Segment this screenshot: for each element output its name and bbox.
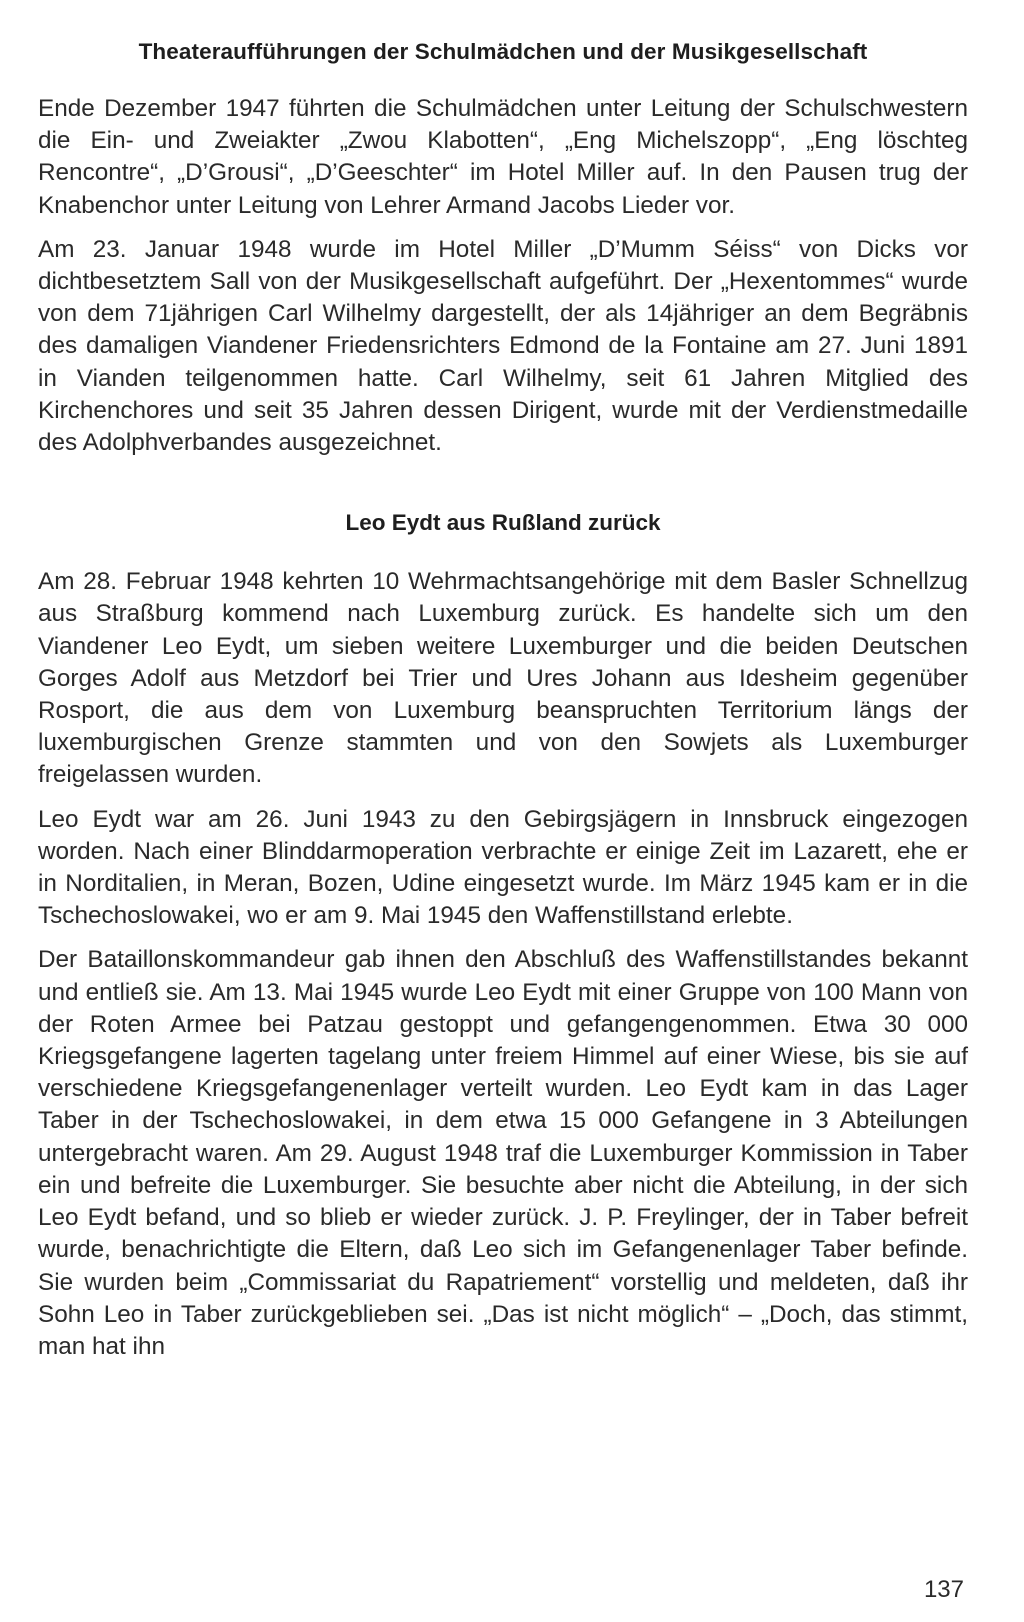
paragraph: Der Bataillonskommandeur gab ihnen den Abschluß des Waffenstillstandes bekannt und entließ sie. Am 13. Mai 1945 wurde Leo Eydt mit einer Gruppe von 100 Mann von der Roten Armee bei Patzau gestoppt und gefangengenommen. Etwa 30 000 Kriegsgefangene lagerten tagelang unter freiem Himmel auf einer Wiese, bis sie auf verschiedene Kriegsgefangenenlager verteilt wurden. Leo Eydt kam in das Lager Taber in der Tschechoslowakei, in dem etwa 15 000 Gefangene in 3 Abteilungen untergebracht waren. Am 29. August 1948 traf die Luxemburger Kommission in Taber ein und befreite die Luxemburger. Sie besuchte aber nicht die Abteilung, in der sich Leo Eydt befand, und so blieb er wieder zurück. J. P. Freylinger, der in Taber befreit wurde, benachrichtigte die Eltern, daß Leo sich im Gefangenenlager Taber befinde. Sie wurden beim „Commissariat du Rapatriement“ vorstellig und meldeten, daß ihr Sohn Leo in Taber zurückgeblieben sei. „Das ist nicht möglich“ – „Doch, das stimmt, man hat ihn — [38, 946, 968, 1360]
page-body — [38, 30, 968, 1375]
paragraph: Leo Eydt war am 26. Juni 1943 zu den Gebirgsjägern in Innsbruck eingezogen worden. Nach einer Blinddarmoperation verbrachte er einige Zeit im Lazarett, ehe er in Norditalien, in Meran, Bozen, Udine eingesetzt wurde. Im März 1945 kam er in die Tschechoslowakei, wo er am 9. Mai 1945 den Waffenstillstand erlebte. — [38, 805, 968, 930]
paragraph: Am 28. Februar 1948 kehrten 10 Wehrmachtsangehörige mit dem Basler Schnellzug aus Straßburg kommend nach Luxemburg zurück. Es handelte sich um den Viandener Leo Eydt, um sieben weitere Luxemburger und die beiden Deutschen Gorges Adolf aus Metzdorf bei Trier und Ures Johann aus Idesheim gegenüber Rosport, die aus dem von Luxemburg beanspruchten Territorium längs der luxemburgischen Grenze stammten und von den Sowjets als Luxemburger freigelassen wurden. — [38, 568, 968, 789]
paragraph: Am 23. Januar 1948 wurde im Hotel Miller „D’Mumm Séiss“ von Dicks vor dichtbesetztem Sall von der Musikgesellschaft aufgeführt. Der „Hexentommes“ wurde von dem 71jährigen Carl Wilhelmy dargestellt, der als 14jähriger an dem Begräbnis des damaligen Viandener Friedensrichters Edmond de la Fontaine am 27. Juni 1891 in Vianden teilgenommen hatte. Carl Wilhelmy, seit 61 Jahren Mitglied des Kirchenchores und seit 35 Jahren dessen Dirigent, wurde mit der Verdienstmedaille des Adolphverbandes ausgezeichnet. — [38, 235, 968, 457]
section-heading-theater: Theateraufführungen der Schulmädchen und der Musikgesellschaft — [138, 39, 868, 64]
page-number: 137 — [923, 1576, 964, 1603]
section-heading-leo-eydt: Leo Eydt aus Rußland zurück — [345, 510, 661, 536]
paragraph: Ende Dezember 1947 führten die Schulmädchen unter Leitung der Schulschwestern die Ein- und Zweiakter „Zwou Klabotten“, „Eng Michelszopp“, „Eng löschteg Rencontre“, „D’Grousi“, „D’Geeschter“ im Hotel Miller auf. In den Pausen trug der Knabenchor unter Leitung von Lehrer Armand Jacobs Lieder vor. — [38, 95, 968, 219]
